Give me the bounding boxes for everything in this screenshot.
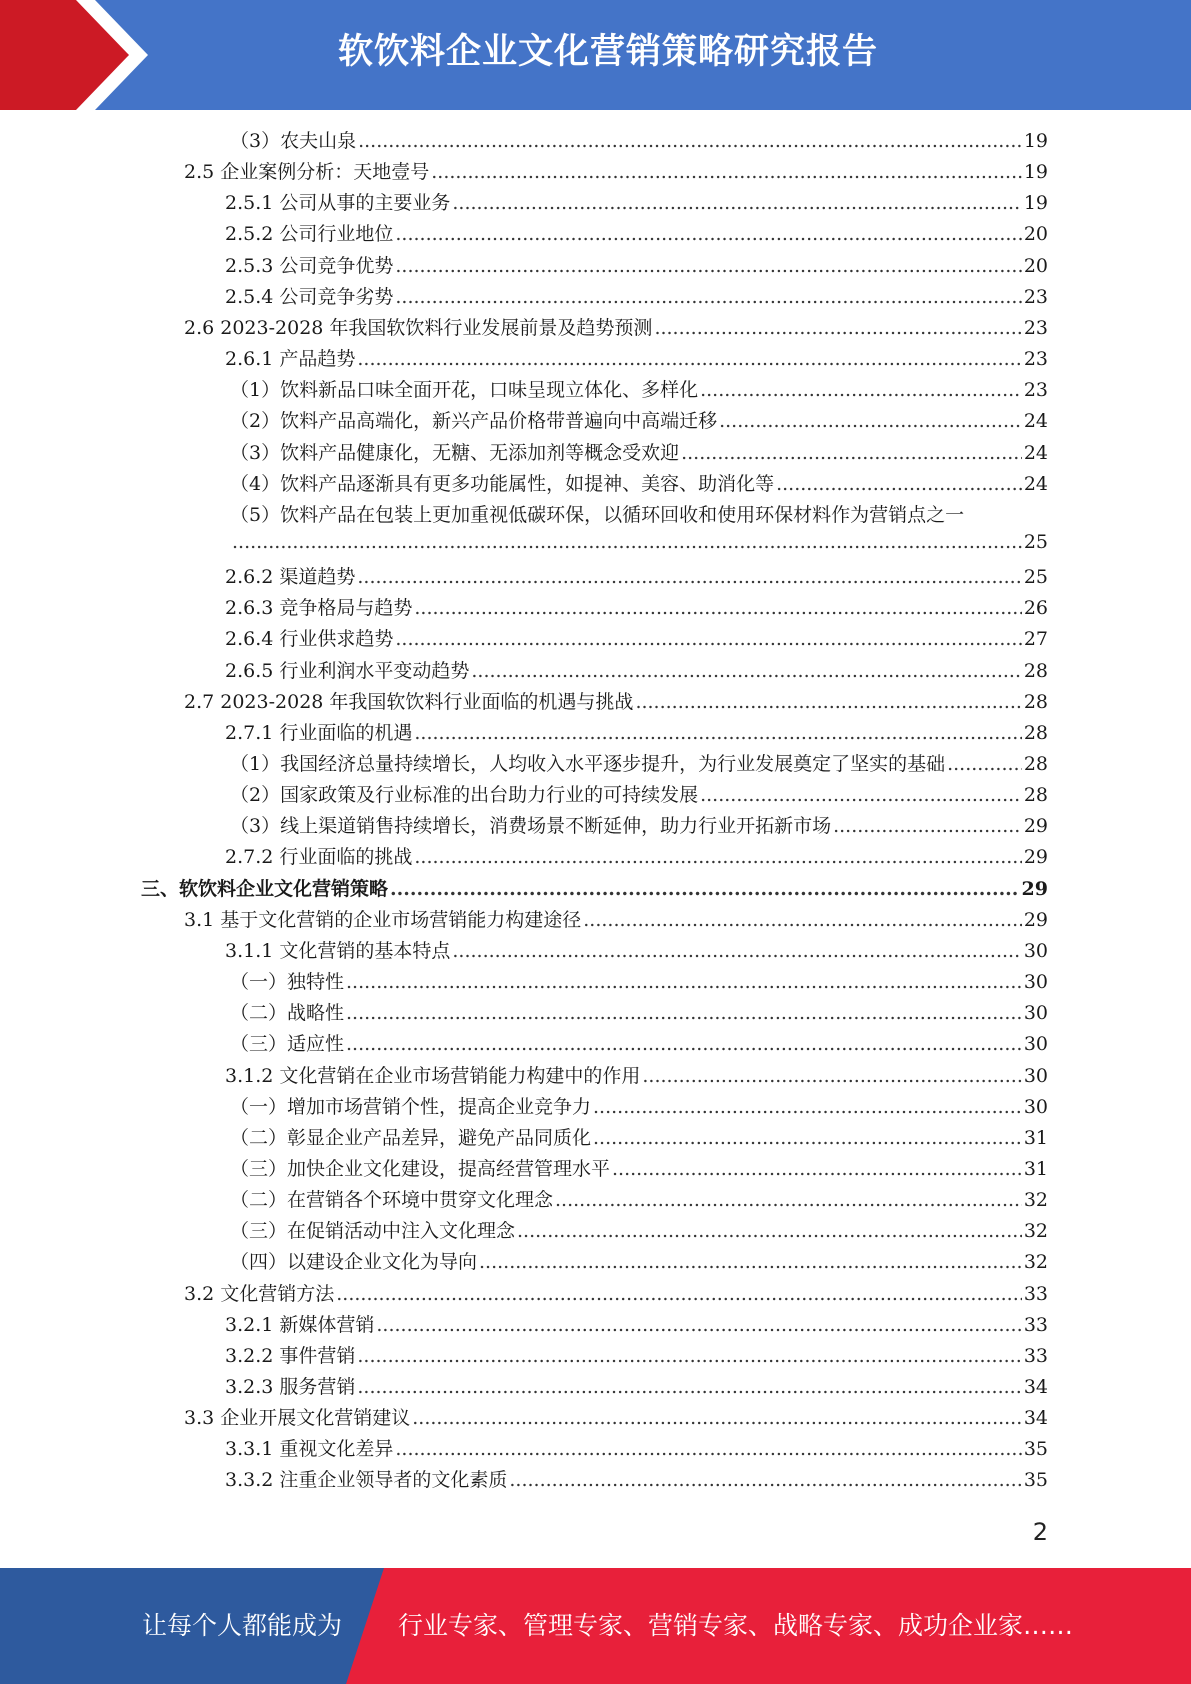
toc-page-number: 20 (1023, 223, 1048, 246)
toc-page-number: 32 (1023, 1220, 1048, 1243)
toc-entry-label: 2.7.2 行业面临的挑战 (225, 846, 413, 869)
toc-entry[interactable] (225, 718, 1048, 749)
dot-leader (414, 846, 1021, 868)
footer-band (0, 1568, 1191, 1684)
toc-page-number: 24 (1023, 410, 1048, 433)
dot-leader (395, 223, 1021, 245)
toc-entry-label: 2.5 企业案例分析：天地壹号 (184, 161, 430, 184)
toc-entry[interactable] (225, 219, 1048, 250)
toc-entry[interactable] (225, 1341, 1048, 1372)
toc-entry[interactable] (230, 811, 1048, 842)
toc-page-number: 28 (1023, 721, 1048, 744)
dot-leader (555, 1189, 1022, 1211)
toc-entry-label: （4）饮料产品逐渐具有更多功能属性，如提神、美容、助消化等 (230, 472, 775, 495)
toc-entry-label: 2.6.2 渠道趋势 (225, 566, 356, 589)
toc-entry-label: （1）饮料新品口味全面开花，口味呈现立体化、多样化 (230, 379, 699, 402)
toc-entry[interactable] (225, 1434, 1048, 1465)
toc-entry[interactable] (225, 1310, 1048, 1341)
toc-page-number: 27 (1023, 628, 1048, 651)
toc-entry[interactable] (230, 967, 1048, 998)
page-number: 2 (1032, 1518, 1048, 1546)
toc-entry-label: 2.6.4 行业供求趋势 (225, 628, 394, 651)
toc-entry-label: 2.7.1 行业面临的机遇 (225, 721, 413, 744)
toc-entry[interactable] (230, 998, 1048, 1029)
toc-entry[interactable] (225, 344, 1048, 375)
toc-entry-label: （1）我国经济总量持续增长，人均收入水平逐步提升，为行业发展奠定了坚实的基础 (230, 753, 946, 775)
toc-entry-label: 3.3.2 注重企业领导者的文化素质 (225, 1469, 508, 1492)
toc-entry-label: 3.2.2 事件营销 (225, 1344, 356, 1367)
toc-entry-label: 3.3.1 重视文化差异 (225, 1438, 394, 1461)
dot-leader (719, 410, 1022, 432)
toc-entry-label: （二）在营销各个环境中贯穿文化理念 (230, 1189, 554, 1212)
dot-leader (357, 1376, 1021, 1398)
toc-entry-label: （2）国家政策及行业标准的出台助力行业的可持续发展 (230, 784, 699, 807)
toc-entry[interactable] (225, 282, 1048, 313)
toc-entry[interactable] (225, 188, 1048, 219)
dot-leader (642, 1065, 1021, 1087)
toc-entry[interactable] (184, 1279, 1048, 1310)
toc-entry[interactable] (184, 905, 1048, 936)
toc-page-number: 33 (1023, 1344, 1048, 1367)
toc-entry-label: （3）农夫山泉 (230, 130, 357, 152)
toc-page-number: 30 (1023, 1064, 1048, 1087)
toc-entry[interactable] (184, 157, 1048, 188)
dot-leader (612, 1158, 1022, 1180)
toc-entry-label: （四）以建设企业文化为导向 (230, 1251, 478, 1274)
toc-entry[interactable] (225, 1061, 1048, 1092)
toc-page-number: 31 (1023, 1157, 1048, 1180)
toc-entry-label: 2.5.3 公司竞争优势 (225, 254, 394, 277)
dot-leader (357, 348, 1021, 370)
toc-entry-label: 3.1.1 文化营销的基本特点 (225, 939, 451, 962)
dot-leader (593, 1127, 1022, 1149)
toc-entry[interactable] (230, 1092, 1048, 1123)
toc-entry-label: 2.5.2 公司行业地位 (225, 223, 394, 246)
toc-entry-label: （3）线上渠道销售持续增长，消费场景不断延伸，助力行业开拓新市场 (230, 815, 832, 838)
footer-slogan-right: 行业专家、管理专家、营销专家、战略专家、成功企业家…… (398, 1611, 1074, 1640)
toc-page-number: 30 (1023, 971, 1048, 994)
toc-entry-label: 2.6.1 产品趋势 (225, 348, 356, 371)
toc-entry[interactable] (225, 1465, 1048, 1496)
toc-entry[interactable] (230, 1029, 1048, 1060)
toc-page-number: 31 (1023, 1126, 1048, 1149)
toc-entry[interactable] (230, 1154, 1048, 1185)
toc-entry-label: 三、软饮料企业文化营销策略 (141, 877, 389, 900)
dot-leader (635, 691, 1021, 713)
dot-leader (517, 1220, 1022, 1242)
toc-entry[interactable] (230, 375, 1048, 406)
toc-entry-label: （一）独特性 (230, 971, 345, 994)
toc-page-number: 30 (1023, 1002, 1048, 1025)
toc-entry[interactable] (230, 531, 1048, 562)
toc-entry[interactable] (225, 624, 1048, 655)
toc-page-number: 30 (1023, 1095, 1048, 1118)
dot-leader (390, 878, 1020, 900)
toc-entry-label: （二）战略性 (230, 1002, 345, 1025)
toc-entry[interactable] (230, 1247, 1048, 1278)
dot-leader (593, 1096, 1022, 1118)
toc-page-number: 28 (1023, 784, 1048, 807)
toc-page-number: 23 (1023, 348, 1048, 371)
toc-entry-label: 3.1.2 文化营销在企业市场营销能力构建中的作用 (225, 1064, 641, 1087)
toc-entry[interactable] (230, 126, 1048, 157)
toc-entry-label: 2.6.3 竞争格局与趋势 (225, 597, 413, 620)
dot-leader (776, 473, 1022, 495)
toc-page-number: 25 (1023, 530, 1048, 553)
toc-entry[interactable] (225, 656, 1048, 687)
report-title: 软饮料企业文化营销策略研究报告 (337, 32, 878, 72)
dot-leader (376, 1314, 1021, 1336)
footer-slogan-left: 让每个人都能成为 (142, 1611, 343, 1640)
dot-leader (509, 1469, 1021, 1491)
toc-entry-label: 3.2.1 新媒体营销 (225, 1313, 375, 1336)
toc-entry[interactable] (225, 936, 1048, 967)
dot-leader (947, 753, 1022, 775)
toc-entry-label: （三）加快企业文化建设，提高经营管理水平 (230, 1157, 611, 1180)
toc-entry-label: （3）饮料产品健康化，无糖、无添加剂等概念受欢迎 (230, 441, 680, 464)
toc-page-number: 30 (1023, 1033, 1048, 1056)
toc-page-number: 30 (1023, 939, 1048, 962)
toc-entry[interactable] (230, 406, 1048, 437)
dot-leader (700, 784, 1022, 806)
toc-page-number: 19 (1023, 130, 1048, 152)
toc-page-number: 24 (1023, 441, 1048, 464)
toc-page-number: 19 (1023, 161, 1048, 184)
toc-entry[interactable] (184, 1403, 1048, 1434)
dot-leader (414, 597, 1021, 619)
dot-leader (346, 971, 1022, 993)
toc-entry-label: 2.6.5 行业利润水平变动趋势 (225, 659, 470, 682)
dot-leader (654, 317, 1021, 339)
toc-page-number: 28 (1023, 659, 1048, 682)
toc-entry[interactable] (230, 1216, 1048, 1247)
toc-entry-label[interactable]: （5）饮料产品在包装上更加重视低碳环保，以循环回收和使用环保材料作为营销点之一 (230, 503, 965, 526)
toc-entry[interactable] (230, 749, 1048, 780)
dot-leader (232, 531, 1022, 553)
toc-entry[interactable] (225, 842, 1048, 873)
dot-leader (452, 940, 1021, 962)
dot-leader (357, 1345, 1021, 1367)
toc-page-number: 24 (1023, 472, 1048, 495)
toc-page-number: 23 (1023, 316, 1048, 339)
dot-leader (346, 1002, 1022, 1024)
dot-leader (395, 255, 1021, 277)
dot-leader (681, 442, 1022, 464)
dot-leader (358, 130, 1022, 152)
toc-page-number: 19 (1023, 192, 1048, 215)
header-band (0, 0, 1191, 110)
toc-entry-label: 2.6 2023-2028 年我国软饮料行业发展前景及趋势预测 (184, 316, 653, 339)
toc-entry-label: 3.2.3 服务营销 (225, 1376, 356, 1398)
toc-entry[interactable] (225, 562, 1048, 593)
toc-entry[interactable] (225, 1372, 1048, 1403)
toc-entry[interactable] (225, 593, 1048, 624)
toc-entry[interactable] (230, 1185, 1048, 1216)
dot-leader (414, 722, 1021, 744)
toc-entry[interactable] (230, 469, 1048, 500)
toc-page-number: 23 (1023, 379, 1048, 402)
toc-page-number: 29 (1023, 846, 1048, 869)
toc-entry-label: 2.5.4 公司竞争劣势 (225, 285, 394, 308)
dot-leader (452, 192, 1021, 214)
toc-page-number: 32 (1023, 1189, 1048, 1212)
toc-entry[interactable] (184, 687, 1048, 718)
toc-page-number: 23 (1023, 285, 1048, 308)
toc-entry[interactable] (230, 1123, 1048, 1154)
toc-entry-label: （2）饮料产品高端化，新兴产品价格带普遍向中高端迁移 (230, 410, 718, 433)
toc-page-number: 34 (1023, 1407, 1048, 1430)
toc-entry-label: 3.2 文化营销方法 (184, 1282, 335, 1305)
toc-page-number: 29 (1021, 877, 1048, 900)
toc-entry[interactable] (230, 438, 1048, 469)
dot-leader (395, 628, 1021, 650)
toc-entry[interactable] (141, 874, 1048, 905)
toc-entry-label: （三）适应性 (230, 1033, 345, 1056)
toc-page-number: 33 (1023, 1313, 1048, 1336)
dot-leader (833, 815, 1022, 837)
toc-entry[interactable] (230, 780, 1048, 811)
toc-page-number: 26 (1023, 597, 1048, 620)
toc-page-number: 28 (1023, 690, 1048, 713)
toc-page-number: 25 (1023, 566, 1048, 589)
dot-leader (336, 1283, 1022, 1305)
toc-page-number: 33 (1023, 1282, 1048, 1305)
toc-entry[interactable] (184, 313, 1048, 344)
dot-leader (479, 1251, 1022, 1273)
toc-entry-label: 3.1 基于文化营销的企业市场营销能力构建途径 (184, 908, 582, 931)
toc-entry-label: 3.3 企业开展文化营销建议 (184, 1407, 411, 1430)
toc-page-number: 35 (1023, 1469, 1048, 1492)
dot-leader (395, 286, 1021, 308)
toc-page-number: 32 (1023, 1251, 1048, 1274)
toc-page-number: 28 (1023, 753, 1048, 775)
toc-page-number: 20 (1023, 254, 1048, 277)
dot-leader (346, 1033, 1022, 1055)
toc-page-number: 29 (1023, 815, 1048, 838)
dot-leader (412, 1407, 1022, 1429)
toc-page-number: 34 (1023, 1376, 1048, 1398)
dot-leader (431, 161, 1022, 183)
dot-leader (583, 909, 1022, 931)
dot-leader (700, 379, 1022, 401)
toc-entry-label: （二）彰显企业产品差异，避免产品同质化 (230, 1126, 592, 1149)
dot-leader (395, 1438, 1021, 1460)
toc-page-number: 29 (1023, 908, 1048, 931)
toc-entry-label: （一）增加市场营销个性，提高企业竞争力 (230, 1095, 592, 1118)
toc-entry-label: （三）在促销活动中注入文化理念 (230, 1220, 516, 1243)
toc-entry-label: 2.5.1 公司从事的主要业务 (225, 192, 451, 215)
toc-entry-label: 2.7 2023-2028 年我国软饮料行业面临的机遇与挑战 (184, 690, 634, 713)
toc-entry[interactable] (225, 251, 1048, 282)
dot-leader (357, 566, 1021, 588)
dot-leader (471, 660, 1021, 682)
toc-page-number: 35 (1023, 1438, 1048, 1461)
